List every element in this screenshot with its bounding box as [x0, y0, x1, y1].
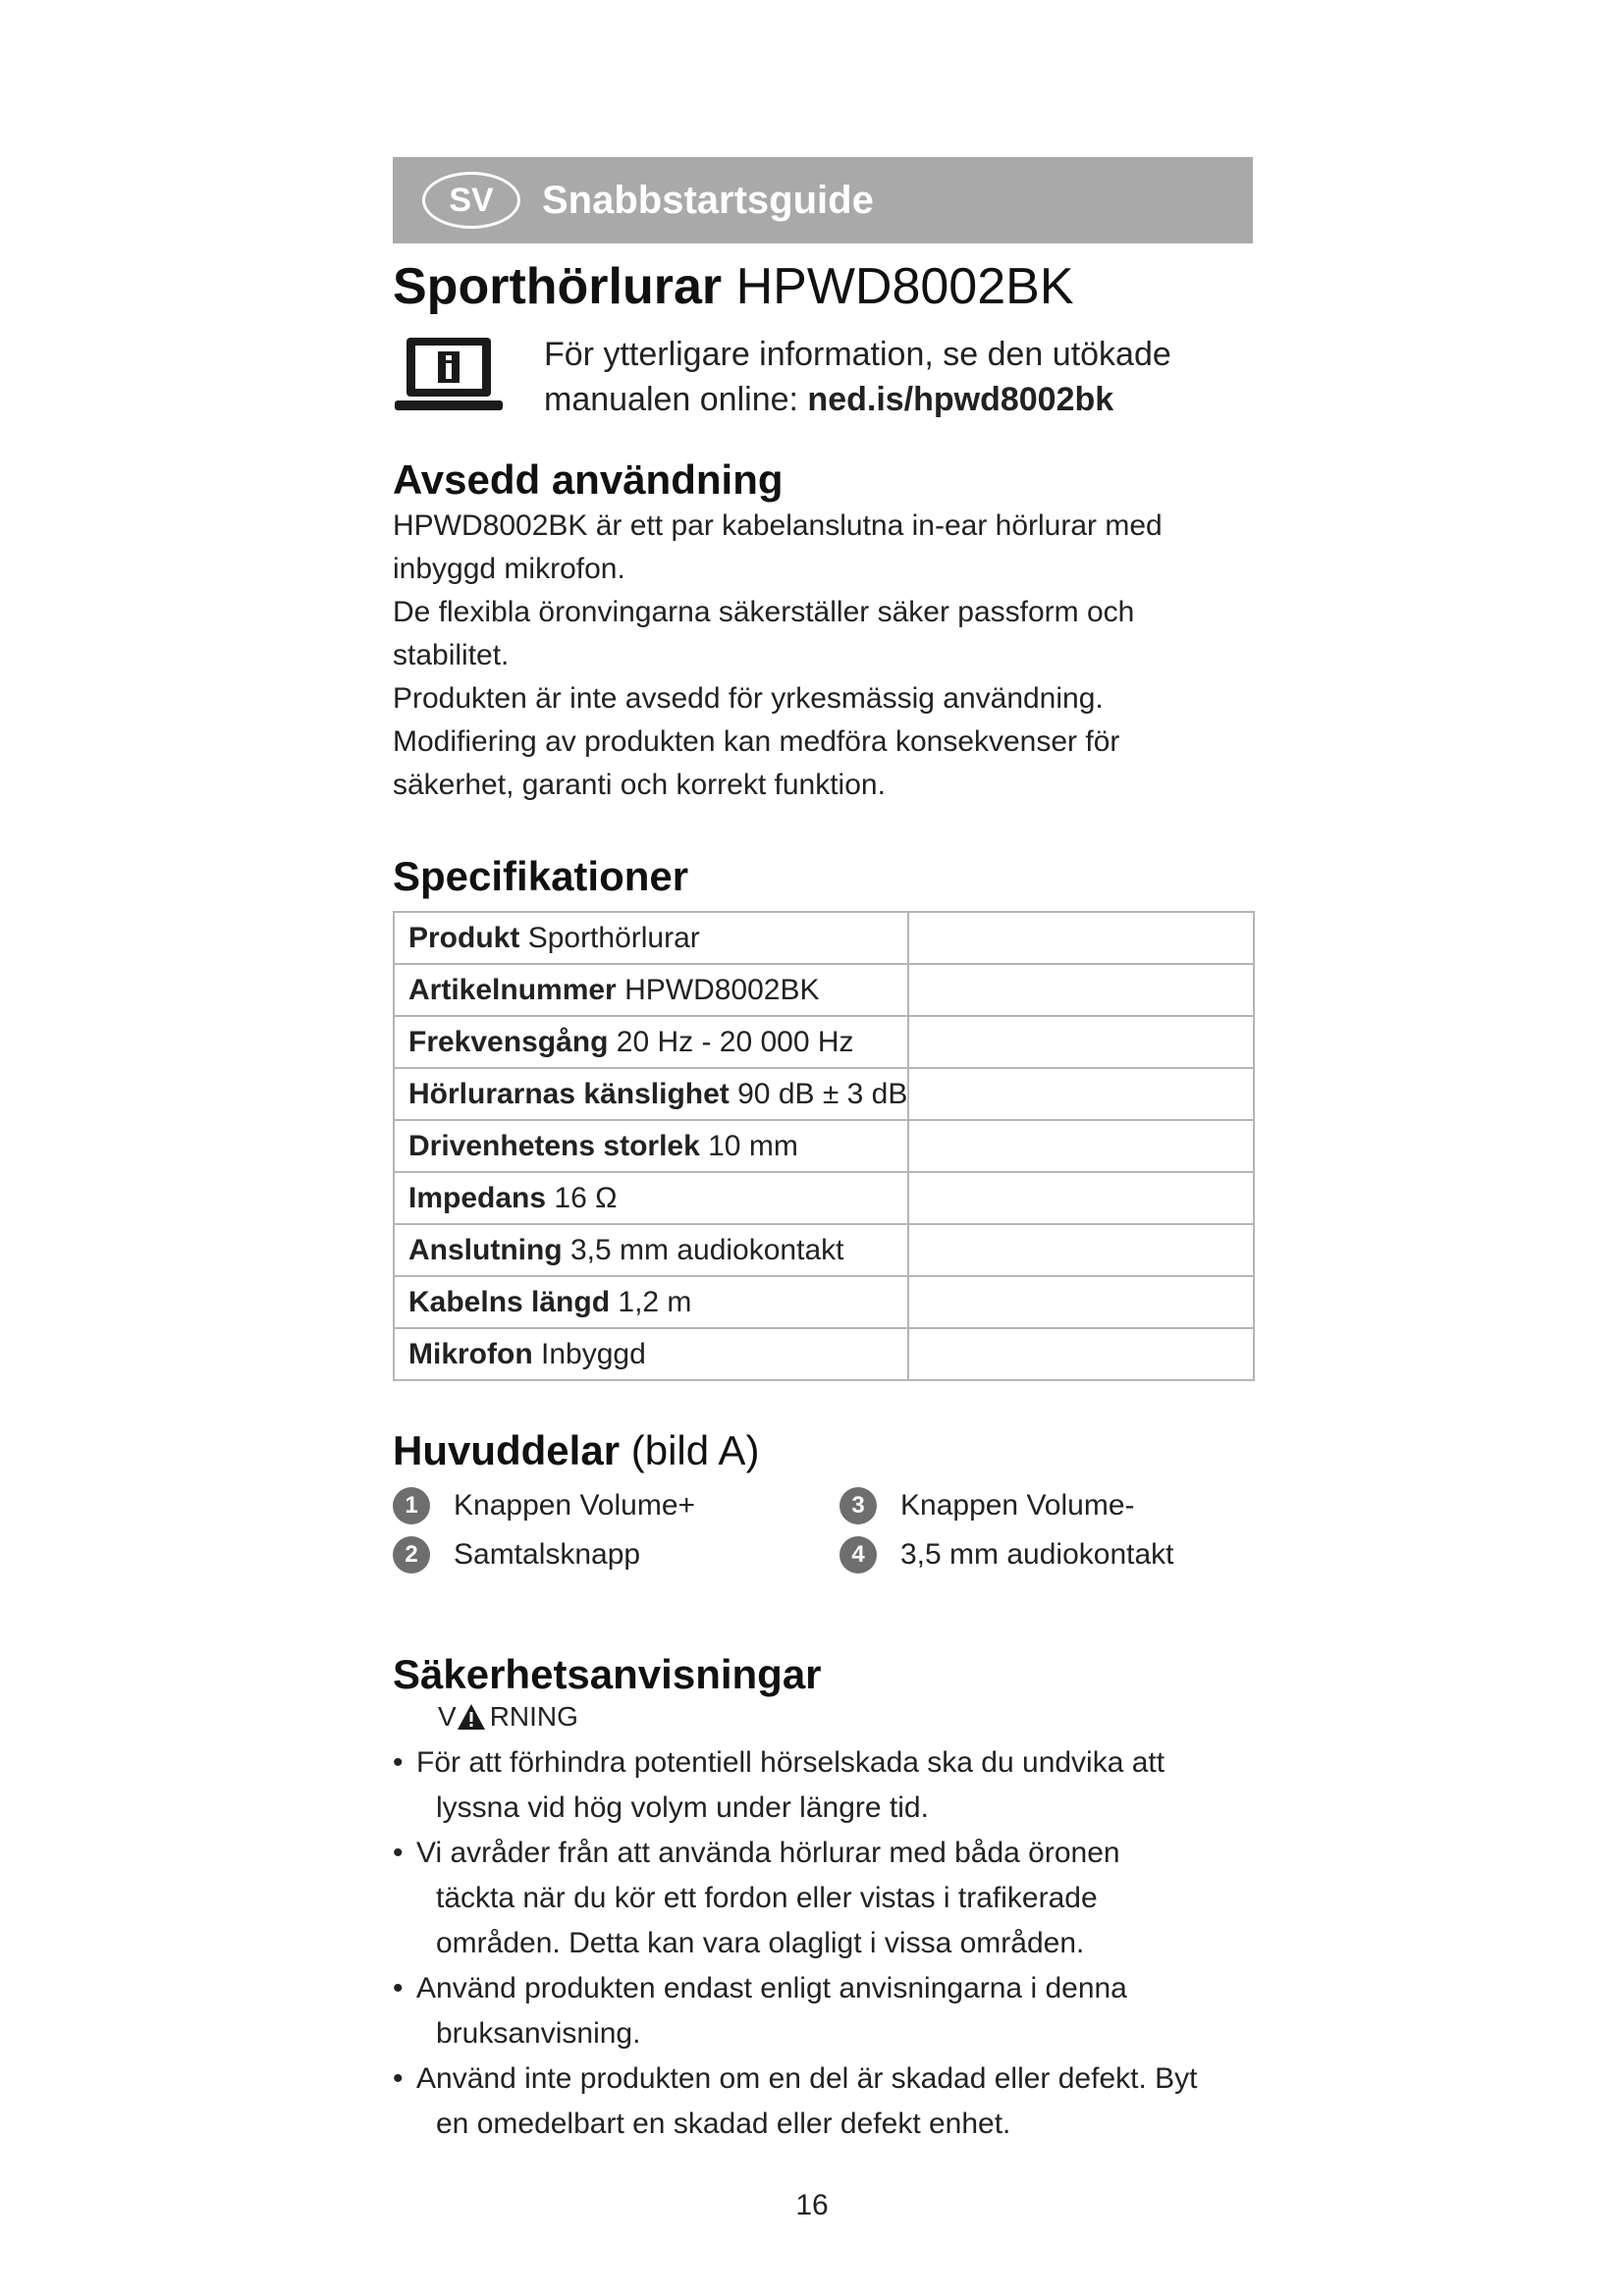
table-row: Anslutning 3,5 mm audiokontakt: [394, 1224, 1254, 1276]
table-row: Frekvensgång 20 Hz - 20 000 Hz: [394, 1016, 1254, 1068]
specifications-heading: Specifikationer: [393, 853, 689, 899]
safety-heading: Säkerhetsanvisningar: [393, 1651, 822, 1697]
document-page: [393, 157, 1253, 2147]
list-item: 2 Samtalsknapp: [393, 1536, 640, 1574]
laptop-info-icon: [395, 332, 503, 420]
usage-line: Produkten är inte avsedd för yrkesmässig användning.: [393, 682, 1104, 715]
usage-line: säkerhet, garanti och korrekt funktion.: [393, 769, 886, 801]
info-text: [544, 332, 1171, 430]
intended-use-section: [393, 455, 1253, 807]
info-line-2: manualen online: ned.is/hpwd8002bk: [544, 381, 1114, 418]
page-number: 16: [795, 2189, 829, 2221]
list-item: 1 Knappen Volume+: [393, 1487, 695, 1524]
main-parts-heading: Huvuddelar (bild A): [393, 1427, 760, 1473]
list-item: • Använd produkten endast enligt anvisningarna i denna bruksanvisning.: [393, 1966, 1253, 2056]
table-row: Produkt Sporthörlurar: [394, 912, 1254, 964]
list-item: • Använd inte produkten om en del är skadad eller defekt. Byt en omedelbart en skadad eller defekt enhet.: [393, 2056, 1253, 2147]
guide-banner: [393, 157, 1253, 243]
list-item: • Vi avråder från att använda hörlurar med båda öronen täckta när du kör ett fordon eller vistas i trafikerade områden. Detta kan vara olagligt i vissa områden.: [393, 1831, 1253, 1966]
table-row: Artikelnummer HPWD8002BK: [394, 964, 1254, 1016]
product-title: [393, 255, 1253, 318]
usage-line: HPWD8002BK är ett par kabelanslutna in-ear hörlurar med: [393, 509, 1163, 542]
number-3-icon: 3: [839, 1487, 877, 1524]
number-4-icon: 4: [839, 1536, 877, 1574]
main-parts-section: [393, 1426, 1253, 1595]
language-badge: SV: [422, 172, 520, 229]
usage-line: stabilitet.: [393, 639, 510, 671]
safety-section: [393, 1650, 1253, 2147]
warning-label: V RNING: [438, 1701, 578, 1732]
product-name: Sporthörlurar: [393, 258, 723, 315]
number-1-icon: 1: [393, 1487, 430, 1524]
parts-list: [393, 1487, 1253, 1595]
table-row: Hörlurarnas känslighet 90 dB ± 3 dB: [394, 1068, 1254, 1120]
warning-triangle-icon: [457, 1703, 486, 1731]
table-row: Drivenhetens storlek 10 mm: [394, 1120, 1254, 1172]
online-manual-info: [393, 332, 1253, 430]
list-item: 3 Knappen Volume-: [839, 1487, 1135, 1524]
banner-title: Snabbstartsguide: [542, 178, 874, 222]
product-model: HPWD8002BK: [735, 258, 1074, 315]
table-row: Mikrofon Inbyggd: [394, 1328, 1254, 1380]
list-item: • För att förhindra potentiell hörselskada ska du undvika att lyssna vid hög volym under längre tid.: [393, 1740, 1253, 1831]
usage-line: inbyggd mikrofon.: [393, 553, 625, 585]
specifications-section: [393, 852, 1253, 1381]
table-row: Kabelns längd 1,2 m: [394, 1276, 1254, 1328]
usage-line: De flexibla öronvingarna säkerställer säker passform och: [393, 596, 1135, 628]
specifications-table: [393, 911, 1255, 1381]
table-row: Impedans 16 Ω: [394, 1172, 1254, 1224]
safety-bullet-list: [393, 1740, 1253, 2147]
list-item: 4 3,5 mm audiokontakt: [839, 1536, 1173, 1574]
manual-url-link[interactable]: ned.is/hpwd8002bk: [807, 381, 1114, 418]
intended-use-heading: Avsedd användning: [393, 456, 784, 503]
info-line-1: För ytterligare information, se den utökade: [544, 336, 1171, 373]
usage-line: Modifiering av produkten kan medföra konsekvenser för: [393, 725, 1120, 758]
number-2-icon: 2: [393, 1536, 430, 1574]
